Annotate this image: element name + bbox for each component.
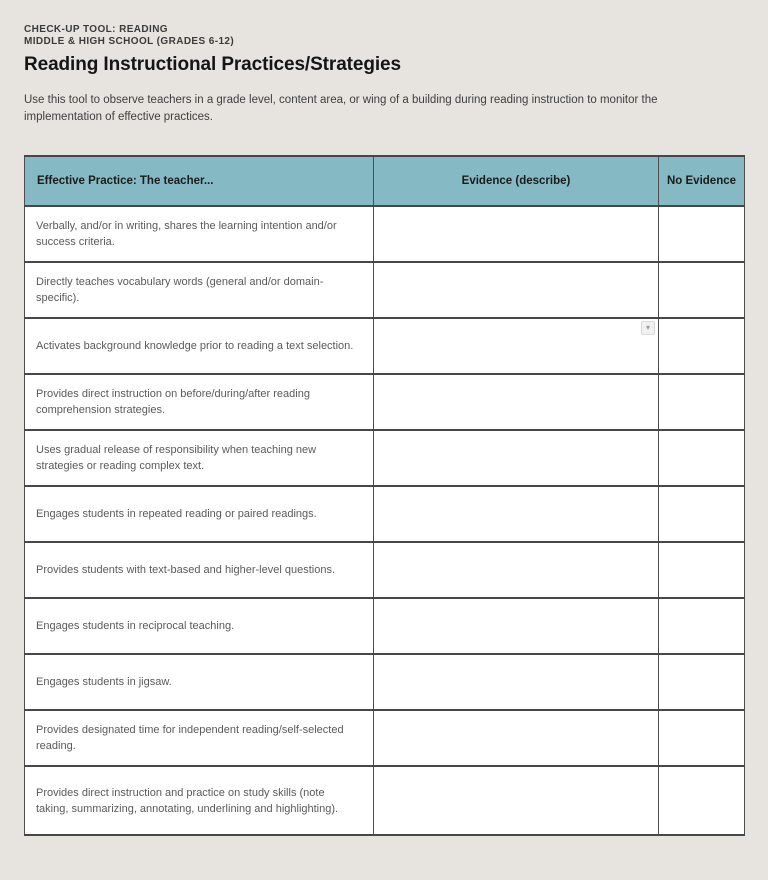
col-header-no-evidence: No Evidence [659,156,745,206]
practice-text: Directly teaches vocabulary words (general and/or domain-specific). [36,276,324,304]
evidence-cell[interactable] [374,430,659,486]
table-row [25,374,745,430]
practice-text-cell [25,318,374,374]
dropdown-arrow-icon[interactable]: ▾ [641,321,655,335]
table-row [25,318,745,374]
no-evidence-cell[interactable] [659,542,745,598]
table-row [25,542,745,598]
practice-text: Provides students with text-based and higher-level questions. [36,564,336,576]
intro-paragraph: Use this tool to observe teachers in a grade level, content area, or wing of a building during reading instruction to monitor the implementation of effective practices. [24,94,658,123]
practice-text: Provides designated time for independent reading/self-selected reading. [36,724,344,752]
practice-text: Engages students in jigsaw. [36,676,172,688]
table-row [25,598,745,654]
table-row [25,430,745,486]
evidence-cell[interactable] [374,710,659,766]
no-evidence-cell[interactable] [659,262,745,318]
no-evidence-cell[interactable] [659,654,745,710]
practice-text-cell [25,542,374,598]
practice-text: Engages students in reciprocal teaching. [36,620,235,632]
practice-text: Provides direct instruction on before/during/after reading comprehension strategies. [36,388,310,416]
table-header-row [25,156,745,206]
no-evidence-cell[interactable] [659,374,745,430]
evidence-cell[interactable] [374,654,659,710]
practice-text: Verbally, and/or in writing, shares the learning intention and/or success criteria. [36,220,337,248]
no-evidence-cell[interactable] [659,206,745,262]
no-evidence-cell[interactable] [659,598,745,654]
col-header-evidence: Evidence (describe) [374,156,659,206]
col-header-effective-practice: Effective Practice: The teacher... [25,156,374,206]
table-row [25,766,745,835]
table-row [25,262,745,318]
evidence-cell[interactable] [374,262,659,318]
practice-text-cell [25,430,374,486]
evidence-cell[interactable] [374,374,659,430]
evidence-cell[interactable] [374,486,659,542]
evidence-cell[interactable] [374,318,659,374]
practice-text: Uses gradual release of responsibility when teaching new strategies or reading complex text. [36,444,317,472]
evidence-cell[interactable] [374,766,659,835]
evidence-cell[interactable] [374,542,659,598]
evidence-cell[interactable] [374,206,659,262]
table-row [25,654,745,710]
practices-table [24,155,745,836]
evidence-cell[interactable] [374,598,659,654]
practice-text-cell [25,374,374,430]
practice-text: Engages students in repeated reading or paired readings. [36,508,317,520]
practice-text-cell [25,598,374,654]
practice-text: Provides direct instruction and practice on study skills (note taking, summarizing, annotating, underlining and highlighting). [36,786,339,815]
practice-text: Activates background knowledge prior to reading a text selection. [36,340,354,352]
no-evidence-cell[interactable] [659,318,745,374]
page-title: Reading Instructional Practices/Strategies [24,54,401,75]
practice-text-cell [25,486,374,542]
table-row [25,710,745,766]
no-evidence-cell[interactable] [659,766,745,835]
practice-text-cell [25,710,374,766]
no-evidence-cell[interactable] [659,430,745,486]
no-evidence-cell[interactable] [659,486,745,542]
doc-eyebrow-line2: MIDDLE & HIGH SCHOOL (GRADES 6-12) [24,36,235,47]
doc-eyebrow-line1: CHECK-UP TOOL: READING [24,24,168,35]
table-row [25,206,745,262]
practice-text-cell [25,262,374,318]
practice-text-cell [25,206,374,262]
practice-text-cell [25,766,374,835]
table-row [25,486,745,542]
practice-text-cell [25,654,374,710]
no-evidence-cell[interactable] [659,710,745,766]
